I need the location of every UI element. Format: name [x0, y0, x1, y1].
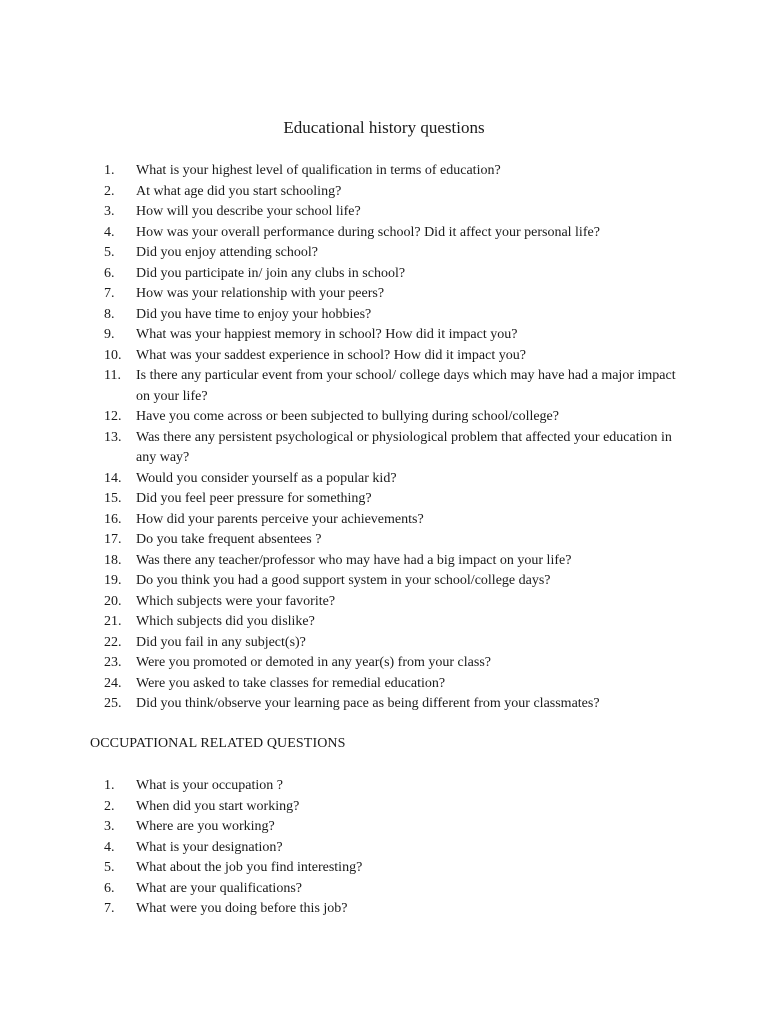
question-number: 22. — [104, 634, 122, 650]
education-question-item — [0, 530, 676, 551]
question-number: 14. — [104, 470, 122, 486]
question-number: 17. — [104, 532, 122, 547]
question-text: When did you start working? — [136, 798, 300, 814]
question-text: Would you consider yourself as a popular kid? — [136, 470, 397, 486]
question-text: What about the job you find interesting? — [136, 860, 363, 875]
education-question-item — [0, 428, 676, 469]
education-question-item — [0, 346, 676, 367]
question-text: Do you think you had a good support system in your school/college days? — [136, 573, 551, 588]
occupational-question-item — [0, 858, 676, 879]
question-number: 9. — [104, 327, 115, 342]
question-text: Did you have time to enjoy your hobbies? — [136, 306, 372, 322]
education-question-item — [0, 182, 676, 203]
question-text: Where are you working? — [136, 819, 275, 834]
education-question-item — [0, 489, 676, 510]
question-text: Was there any teacher/professor who may have had a big impact on your life? — [136, 552, 572, 568]
question-number: 25. — [104, 696, 122, 711]
occupational-question-item — [0, 899, 676, 920]
document-title: Educational history questions — [283, 118, 485, 137]
question-text: How did your parents perceive your achievements? — [136, 511, 424, 527]
question-text: Were you asked to take classes for remedial education? — [136, 675, 446, 691]
question-text: Did you think/observe your learning pace as being different from your classmates? — [136, 696, 600, 711]
question-number: 5. — [104, 860, 115, 875]
question-text: What were you doing before this job? — [136, 901, 348, 916]
question-text: At what age did you start schooling? — [136, 183, 342, 199]
question-text: Is there any particular event from your school/ college days which may have had a major impact on your life? — [136, 368, 676, 404]
question-text: What are your qualifications? — [136, 880, 302, 896]
question-number: 2. — [104, 183, 115, 199]
question-text: Which subjects did you dislike? — [136, 614, 315, 629]
question-text: Which subjects were your favorite? — [136, 593, 336, 609]
question-text: Were you promoted or demoted in any year(s) from your class? — [136, 655, 491, 670]
question-number: 11. — [104, 368, 121, 383]
question-text: How was your overall performance during school? Did it affect your personal life? — [136, 224, 600, 240]
question-number: 7. — [104, 286, 115, 301]
question-number: 3. — [104, 819, 115, 834]
occupational-question-item — [0, 797, 676, 818]
question-number: 12. — [104, 409, 122, 424]
question-number: 5. — [104, 245, 115, 260]
question-text: How will you describe your school life? — [136, 204, 361, 219]
education-question-item — [0, 202, 676, 223]
question-number: 1. — [104, 163, 115, 178]
question-text: What is your highest level of qualification in terms of education? — [136, 163, 501, 178]
education-question-item — [0, 612, 676, 633]
occupational-question-item — [0, 879, 676, 900]
education-question-item — [0, 366, 676, 407]
question-text: Did you fail in any subject(s)? — [136, 634, 306, 650]
question-number: 16. — [104, 511, 122, 527]
education-question-item — [0, 674, 676, 695]
question-number: 18. — [104, 552, 122, 568]
education-question-item — [0, 653, 676, 674]
education-question-item — [0, 264, 676, 285]
education-question-item — [0, 469, 676, 490]
question-number: 1. — [104, 778, 115, 793]
education-question-item — [0, 161, 676, 182]
question-number: 23. — [104, 655, 122, 670]
question-number: 8. — [104, 306, 115, 322]
education-question-item — [0, 407, 676, 428]
question-text: Did you feel peer pressure for something? — [136, 491, 372, 506]
education-question-item — [0, 633, 676, 654]
question-text: Do you take frequent absentees ? — [136, 532, 322, 547]
question-text: Did you enjoy attending school? — [136, 245, 318, 260]
question-number: 4. — [104, 224, 115, 240]
question-number: 20. — [104, 593, 122, 609]
question-number: 7. — [104, 901, 115, 916]
education-question-item — [0, 305, 676, 326]
education-question-item — [0, 571, 676, 592]
question-number: 15. — [104, 491, 122, 506]
occupational-question-item — [0, 776, 676, 797]
education-question-item — [0, 243, 676, 264]
question-text: How was your relationship with your peers? — [136, 286, 385, 301]
occupational-question-list — [0, 776, 676, 920]
question-number: 10. — [104, 347, 122, 363]
education-question-list — [0, 161, 676, 715]
question-text: What was your saddest experience in school? How did it impact you? — [136, 347, 526, 363]
occupational-section-heading: OCCUPATIONAL RELATED QUESTIONS — [90, 736, 346, 751]
question-number: 6. — [104, 265, 115, 281]
education-question-item — [0, 592, 676, 613]
occupational-question-item — [0, 838, 676, 859]
question-text: What is your designation? — [136, 839, 283, 855]
question-number: 21. — [104, 614, 122, 629]
education-question-item — [0, 284, 676, 305]
question-number: 4. — [104, 839, 115, 855]
question-number: 13. — [104, 429, 122, 445]
occupational-question-item — [0, 817, 676, 838]
question-text: Did you participate in/ join any clubs in school? — [136, 265, 406, 281]
question-text: What was your happiest memory in school? How did it impact you? — [136, 327, 518, 342]
question-text: Have you come across or been subjected to bullying during school/college? — [136, 409, 559, 424]
question-number: 6. — [104, 880, 115, 896]
question-number: 19. — [104, 573, 122, 588]
question-number: 3. — [104, 204, 115, 219]
education-question-item — [0, 694, 676, 715]
education-question-item — [0, 223, 676, 244]
education-question-item — [0, 551, 676, 572]
question-text: What is your occupation ? — [136, 778, 283, 793]
education-question-item — [0, 325, 676, 346]
question-number: 24. — [104, 675, 122, 691]
question-number: 2. — [104, 798, 115, 814]
education-question-item — [0, 510, 676, 531]
question-text: Was there any persistent psychological or physiological problem that affected your education in any way? — [136, 429, 672, 465]
